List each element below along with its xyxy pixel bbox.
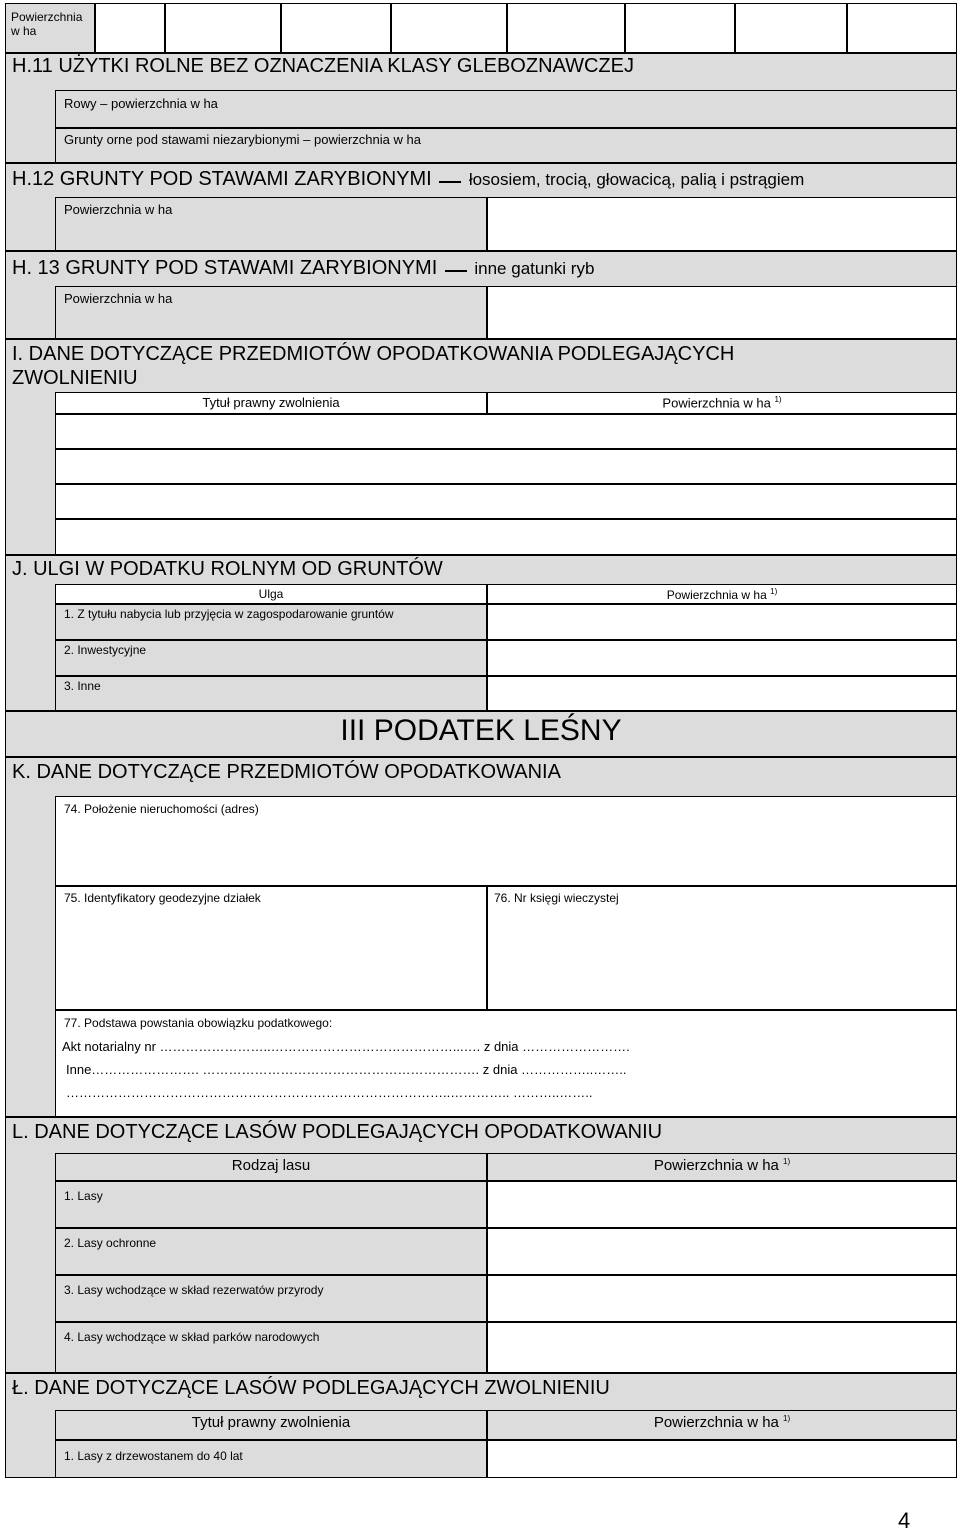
h11-row-ditches-label: Rowy – powierzchnia w ha xyxy=(64,96,218,111)
sec-l-row3-label: 3. Lasy wchodzące w skład rezerwatów przyrody xyxy=(64,1283,324,1297)
sec-l-row2-input[interactable] xyxy=(487,1228,957,1275)
h13-label-cell xyxy=(55,286,487,339)
sec-l-row1-label-cell xyxy=(55,1181,487,1228)
sec-l2-row1-input[interactable] xyxy=(487,1440,957,1478)
sec-i-header-col2 xyxy=(487,392,957,414)
sec-k-landbook-label: 76. Nr księgi wieczystej xyxy=(494,891,619,905)
sec-k-notarial-deed-line[interactable]: Akt notarialny nr ……………………..……………………………………...…. z dnia ……………………. xyxy=(62,1039,630,1054)
sec-j-row3-label-cell xyxy=(55,676,487,711)
sec-l-row4-label-cell xyxy=(55,1322,487,1373)
top-area-label: Powierzchnia w ha xyxy=(11,10,83,38)
sec-k-parcels-label: 75. Identyfikatory geodezyjne działek xyxy=(64,891,261,905)
sec-i-title-line1: I. DANE DOTYCZĄCE PRZEDMIOTÓW OPODATKOWANIA PODLEGAJĄCYCH xyxy=(12,343,735,365)
h12-label: Powierzchnia w ha xyxy=(64,202,173,217)
sec-l-row4-label: 4. Lasy wchodzące w skład parków narodowych xyxy=(64,1330,320,1344)
h13-title-main: H. 13 GRUNTY POD STAWAMI ZARYBIONYMI xyxy=(12,257,438,279)
sec-k-basis-field[interactable] xyxy=(55,1010,957,1117)
sec-l-row1-input[interactable] xyxy=(487,1181,957,1228)
h13-subtitle: inne gatunki ryb xyxy=(474,259,595,278)
sec-j-row1-label-cell xyxy=(55,604,487,640)
sec-l-header-col1 xyxy=(55,1153,487,1181)
top-area-box-8[interactable] xyxy=(847,3,957,53)
top-label-cell xyxy=(5,3,95,53)
sec-l-title: L. DANE DOTYCZĄCE LASÓW PODLEGAJĄCYCH OPODATKOWANIU xyxy=(12,1121,663,1143)
sec-l-row2-label: 2. Lasy ochronne xyxy=(64,1236,157,1250)
sec-j-header-col1 xyxy=(55,584,487,604)
sec-l2-header-col1-label: Tytuł prawny zwolnienia xyxy=(191,1414,351,1431)
sec-j-header-col1-label: Ulga xyxy=(258,587,284,601)
sec-j-row2-label: 2. Inwestycyjne xyxy=(64,643,147,657)
sec-i-row4-input[interactable] xyxy=(55,519,957,555)
sec-l-row3-input[interactable] xyxy=(487,1275,957,1322)
sec-l-header-col2 xyxy=(487,1153,957,1181)
sec-l2-header-col1 xyxy=(55,1410,487,1440)
h13-label: Powierzchnia w ha xyxy=(64,291,173,306)
sec-l2-header-col2 xyxy=(487,1410,957,1440)
sec-i-row3-input[interactable] xyxy=(55,484,957,519)
sec-i-header-col2-label: Powierzchnia w ha $^{1)}$ xyxy=(662,395,782,411)
top-area-box-6[interactable] xyxy=(625,3,735,53)
sec-j-row2-input[interactable] xyxy=(487,640,957,676)
sec-i-header-col1 xyxy=(55,392,487,414)
sec-j-header-col2 xyxy=(487,584,957,604)
sec-l-footnote: 1) xyxy=(783,1157,791,1166)
sec-i-footnote: 1) xyxy=(774,395,782,404)
h13-area-input[interactable] xyxy=(487,286,957,339)
sec-l-row2-label-cell xyxy=(55,1228,487,1275)
sec-i-title-line2: ZWOLNIENIU xyxy=(12,367,138,389)
h11-row-ditches xyxy=(55,90,957,128)
h13-title xyxy=(12,257,594,280)
sec-k-landbook-field[interactable] xyxy=(487,886,957,1010)
h11-row-ponds xyxy=(55,128,957,163)
sec-l2-header-col2-label: Powierzchnia w ha $^{1)}$ xyxy=(653,1414,791,1431)
sec-j-row1-label: 1. Z tytułu nabycia lub przyjęcia w zagospodarowanie gruntów xyxy=(64,607,394,621)
sec-l-row3-label-cell xyxy=(55,1275,487,1322)
sec-l2-row1-label-cell xyxy=(55,1440,487,1478)
sec-j-row3-label: 3. Inne xyxy=(64,679,101,693)
h13-title-dash xyxy=(445,270,467,272)
top-area-box-3[interactable] xyxy=(281,3,391,53)
top-area-box-2[interactable] xyxy=(165,3,281,53)
sec-j-row3-input[interactable] xyxy=(487,676,957,711)
h12-title xyxy=(12,168,804,191)
top-area-box-7[interactable] xyxy=(735,3,847,53)
sec-l-row1-label: 1. Lasy xyxy=(64,1189,103,1203)
h12-title-dash xyxy=(439,181,461,183)
sec-k-extra-line[interactable]: ……………………………………………………………………………..………….. ………..…….. xyxy=(66,1085,593,1100)
sec-k-parcels-field[interactable] xyxy=(55,886,487,1010)
h12-label-cell xyxy=(55,197,487,251)
sec-i-row1-input[interactable] xyxy=(55,414,957,449)
sec-j-footnote: 1) xyxy=(770,587,778,596)
sec-k-title: K. DANE DOTYCZĄCE PRZEDMIOTÓW OPODATKOWANIA xyxy=(12,761,561,783)
sec-j-row2-label-cell xyxy=(55,640,487,676)
sec-k-basis-label: 77. Podstawa powstania obowiązku podatkowego: xyxy=(64,1016,333,1030)
sec-k-address-field[interactable] xyxy=(55,796,957,886)
h12-area-input[interactable] xyxy=(487,197,957,251)
sec-k-other-line[interactable]: Inne……………………. ………………………………………………………. z dnia ……………..…….. xyxy=(66,1062,627,1077)
h11-title: H.11 UŻYTKI ROLNE BEZ OZNACZENIA KLASY GLEBOZNAWCZEJ xyxy=(12,55,634,77)
sec-j-header-col2-label: Powierzchnia w ha $^{1)}$ xyxy=(666,587,778,602)
top-area-box-5[interactable] xyxy=(507,3,625,53)
sec-j-row1-input[interactable] xyxy=(487,604,957,640)
sec-k-address-label: 74. Położenie nieruchomości (adres) xyxy=(64,802,259,816)
sec-l2-title: Ł. DANE DOTYCZĄCE LASÓW PODLEGAJĄCYCH ZWOLNIENIU xyxy=(12,1377,610,1399)
sec-l2-footnote: 1) xyxy=(783,1414,791,1423)
sec-j-title: J. ULGI W PODATKU ROLNYM OD GRUNTÓW xyxy=(12,558,443,580)
sec-i-header-col1-label: Tytuł prawny zwolnienia xyxy=(202,395,340,410)
sec-l2-row1-label: 1. Lasy z drzewostanem do 40 lat xyxy=(64,1449,243,1463)
sec-l-header-col2-label: Powierzchnia w ha $^{1)}$ xyxy=(653,1157,791,1174)
sec-l-row4-input[interactable] xyxy=(487,1322,957,1373)
top-area-box-1[interactable] xyxy=(95,3,165,53)
top-area-box-4[interactable] xyxy=(391,3,507,53)
h11-row-ponds-label: Grunty orne pod stawami niezarybionymi – powierzchnia w ha xyxy=(64,132,421,147)
sec-i-row2-input[interactable] xyxy=(55,449,957,484)
h12-title-main: H.12 GRUNTY POD STAWAMI ZARYBIONYMI xyxy=(12,168,432,190)
page-number: 4 xyxy=(898,1508,911,1533)
part-iii-title: III PODATEK LEŚNY xyxy=(340,714,622,747)
sec-l-header-col1-label: Rodzaj lasu xyxy=(231,1157,311,1174)
part-iii-header xyxy=(5,711,957,757)
h12-subtitle: łososiem, trocią, głowacicą, palią i pstrągiem xyxy=(468,170,805,189)
